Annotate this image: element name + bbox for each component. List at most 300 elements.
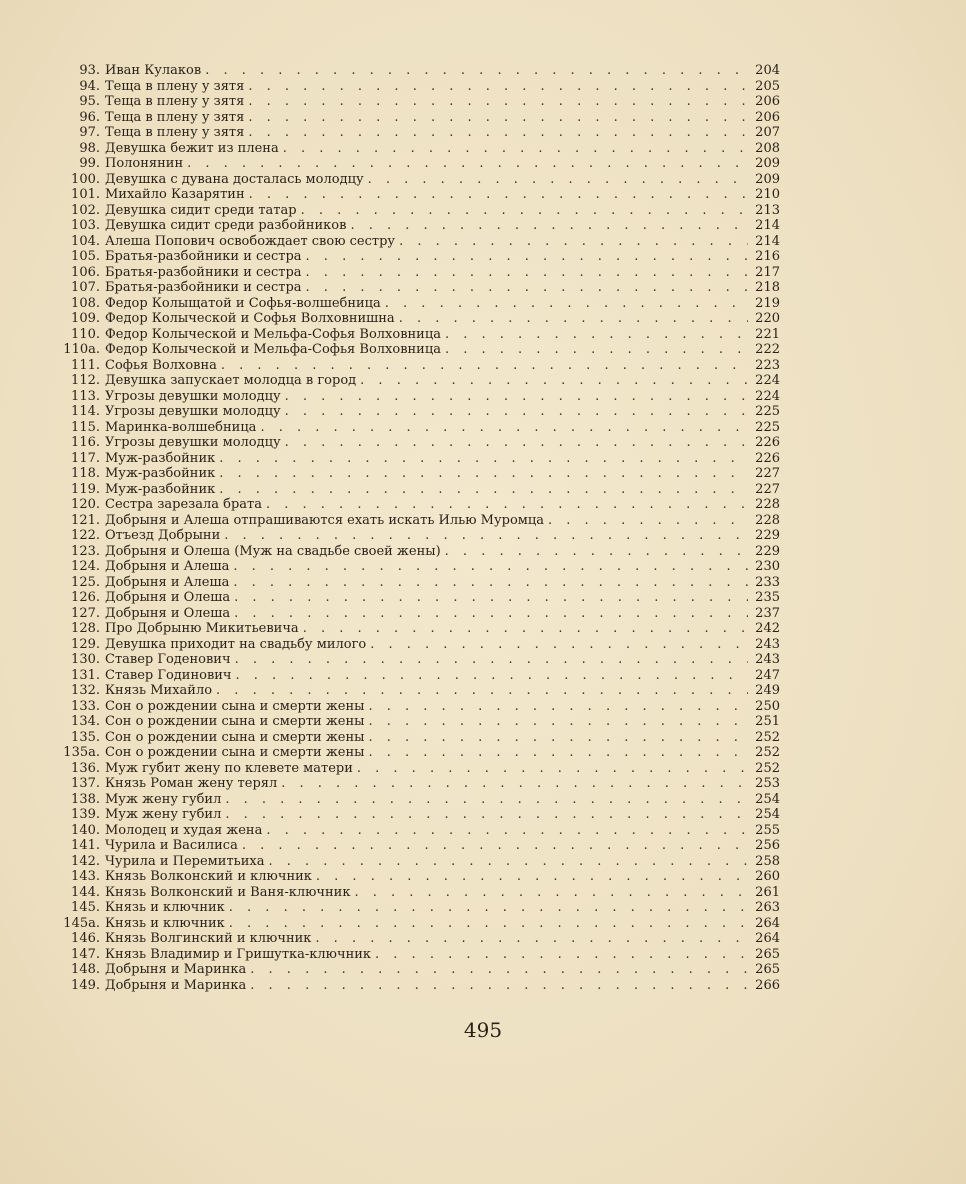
- entry-title: Алеша Попович освобождает свою сестру: [105, 233, 396, 249]
- entry-number: 105.: [71, 249, 100, 264]
- entry-title: Теща в плену у зятя: [105, 125, 245, 140]
- entry-number: 125.: [71, 574, 100, 590]
- entry-title: Иван Кулаков: [105, 63, 202, 78]
- entry-number: 147.: [71, 946, 100, 962]
- entry-number: 137.: [71, 776, 100, 791]
- toc-entry: [60, 931, 780, 947]
- entry-number: 142.: [71, 853, 100, 869]
- entry-number: 139.: [71, 807, 100, 822]
- entry-number: 132.: [71, 683, 100, 698]
- dot-leader: [303, 621, 748, 637]
- entry-page-number: 204: [755, 63, 780, 78]
- entry-page-number: 206: [755, 109, 780, 125]
- entry-page-number: 223: [755, 357, 780, 373]
- toc-entry: [60, 761, 780, 777]
- dot-leader: [233, 575, 748, 591]
- toc-entry: [60, 79, 780, 95]
- table-of-contents: [60, 63, 780, 993]
- toc-entry: [60, 869, 780, 885]
- toc-entry: [60, 373, 780, 389]
- entry-title: Полонянин: [105, 156, 184, 171]
- entry-title: Князь Владимир и Гришутка-ключник: [105, 946, 372, 962]
- entry-page-number: 228: [755, 512, 780, 528]
- entry-page-number: 252: [755, 760, 780, 776]
- dot-leader: [242, 838, 748, 854]
- entry-title: Князь и ключник: [105, 915, 225, 931]
- dot-leader: [229, 916, 748, 932]
- entry-page-number: 252: [755, 729, 780, 745]
- entry-title: Ставер Годинович: [105, 667, 232, 683]
- entry-title: Добрыня и Алеша: [105, 559, 230, 574]
- entry-page-number: 243: [755, 652, 780, 667]
- toc-entry: [60, 838, 780, 854]
- entry-number: 145а.: [63, 915, 100, 931]
- entry-number: 129.: [71, 636, 100, 652]
- dot-leader: [281, 776, 748, 792]
- entry-title: Угрозы девушки молодцу: [105, 404, 281, 419]
- toc-entry: [60, 823, 780, 839]
- entry-title: Теща в плену у зятя: [105, 94, 245, 109]
- entry-page-number: 220: [755, 311, 780, 326]
- entry-page-number: 235: [755, 590, 780, 605]
- dot-leader: [225, 792, 748, 808]
- page-number: 495: [463, 1018, 503, 1042]
- entry-page-number: 225: [755, 419, 780, 435]
- entry-title: Чурила и Перемитьиха: [105, 853, 265, 869]
- entry-page-number: 252: [755, 745, 780, 760]
- entry-number: 146.: [71, 931, 100, 946]
- entry-title: Добрыня и Олеша (Муж на свадьбе своей жены): [105, 543, 441, 559]
- entry-page-number: 206: [755, 94, 780, 109]
- entry-number: 145.: [71, 900, 100, 915]
- entry-page-number: 249: [755, 683, 780, 698]
- entry-page-number: 214: [755, 218, 780, 233]
- toc-entry: [60, 327, 780, 343]
- entry-title: Добрыня и Маринка: [105, 962, 247, 977]
- dot-leader: [306, 265, 748, 281]
- entry-title: Братья-разбойники и сестра: [105, 264, 302, 280]
- toc-entry: [60, 358, 780, 374]
- toc-entry: [60, 637, 780, 653]
- entry-title: Муж-разбойник: [105, 450, 216, 466]
- entry-number: 143.: [71, 869, 100, 884]
- entry-title: Молодец и худая жена: [105, 822, 263, 838]
- toc-entry: [60, 668, 780, 684]
- dot-leader: [350, 218, 748, 234]
- entry-number: 97.: [79, 125, 100, 140]
- toc-entry: [60, 528, 780, 544]
- entry-number: 114.: [71, 404, 100, 419]
- entry-title: Отъезд Добрыни: [105, 528, 221, 543]
- entry-title: Муж жену губил: [105, 807, 222, 822]
- entry-number: 96.: [79, 109, 100, 125]
- dot-leader: [369, 745, 749, 761]
- entry-title: Ставер Годенович: [105, 652, 231, 667]
- dot-leader: [445, 544, 748, 560]
- toc-entry: [60, 947, 780, 963]
- entry-number: 130.: [71, 652, 100, 667]
- dot-leader: [316, 869, 748, 885]
- toc-entry: [60, 451, 780, 467]
- entry-title: Муж губит жену по клевете матери: [105, 760, 353, 776]
- toc-entry: [60, 683, 780, 699]
- entry-number: 107.: [71, 280, 100, 295]
- entry-page-number: 253: [755, 776, 780, 791]
- entry-title: Федор Колыщатой и Софья-волшебница: [105, 295, 381, 311]
- entry-number: 120.: [71, 497, 100, 512]
- entry-title: Князь и ключник: [105, 900, 225, 915]
- entry-page-number: 258: [755, 853, 780, 869]
- dot-leader: [285, 389, 748, 405]
- dot-leader: [370, 637, 748, 653]
- entry-number: 135а.: [63, 745, 100, 760]
- toc-entry: [60, 389, 780, 405]
- dot-leader: [229, 900, 748, 916]
- entry-title: Девушка бежит из плена: [105, 140, 279, 156]
- entry-number: 131.: [71, 667, 100, 683]
- dot-leader: [354, 885, 748, 901]
- dot-leader: [249, 187, 748, 203]
- entry-title: Князь Роман жену терял: [105, 776, 278, 791]
- entry-number: 95.: [79, 94, 100, 109]
- dot-leader: [369, 714, 749, 730]
- entry-title: Добрыня и Олеша: [105, 605, 231, 621]
- dot-leader: [233, 559, 748, 575]
- entry-page-number: 224: [755, 388, 780, 404]
- entry-number: 115.: [71, 419, 100, 435]
- entry-page-number: 263: [755, 900, 780, 915]
- toc-entry: [60, 249, 780, 265]
- entry-number: 103.: [71, 218, 100, 233]
- toc-entry: [60, 265, 780, 281]
- entry-title: Угрозы девушки молодцу: [105, 388, 281, 404]
- toc-entry: [60, 559, 780, 575]
- entry-number: 93.: [79, 63, 100, 78]
- entry-page-number: 261: [755, 884, 780, 900]
- toc-entry: [60, 854, 780, 870]
- entry-page-number: 226: [755, 435, 780, 450]
- dot-leader: [283, 141, 748, 157]
- entry-number: 99.: [79, 156, 100, 171]
- dot-leader: [357, 761, 748, 777]
- entry-title: Угрозы девушки молодцу: [105, 435, 281, 450]
- dot-leader: [250, 978, 748, 994]
- toc-entry: [60, 435, 780, 451]
- dot-leader: [306, 280, 748, 296]
- entry-page-number: 256: [755, 838, 780, 853]
- dot-leader: [315, 931, 748, 947]
- dot-leader: [399, 311, 748, 327]
- entry-title: Сон о рождении сына и смерти жены: [105, 698, 365, 714]
- entry-title: Муж жену губил: [105, 791, 222, 807]
- toc-entry: [60, 885, 780, 901]
- entry-number: 148.: [71, 962, 100, 977]
- dot-leader: [399, 234, 748, 250]
- entry-number: 108.: [71, 295, 100, 311]
- entry-page-number: 233: [755, 574, 780, 590]
- entry-title: Маринка-волшебница: [105, 419, 257, 435]
- entry-number: 149.: [71, 977, 100, 993]
- entry-page-number: 226: [755, 450, 780, 466]
- entry-page-number: 227: [755, 466, 780, 481]
- entry-title: Михайло Казарятин: [105, 187, 245, 202]
- entry-title: Князь Волконский и Ваня-ключник: [105, 884, 351, 900]
- entry-page-number: 230: [755, 559, 780, 574]
- dot-leader: [235, 652, 748, 668]
- entry-number: 116.: [71, 435, 100, 450]
- toc-entry: [60, 714, 780, 730]
- dot-leader: [385, 296, 748, 312]
- toc-entry: [60, 466, 780, 482]
- entry-title: Сестра зарезала брата: [105, 497, 262, 512]
- entry-title: Князь Волконский и ключник: [105, 869, 312, 884]
- dot-leader: [445, 342, 748, 358]
- entry-page-number: 247: [755, 667, 780, 683]
- entry-title: Князь Михайло: [105, 683, 213, 698]
- toc-entry: [60, 575, 780, 591]
- entry-title: Девушка запускает молодца в город: [105, 373, 357, 388]
- dot-leader: [301, 203, 748, 219]
- entry-number: 127.: [71, 605, 100, 621]
- dot-leader: [266, 497, 748, 513]
- entry-number: 104.: [71, 233, 100, 249]
- entry-page-number: 254: [755, 791, 780, 807]
- dot-leader: [234, 606, 748, 622]
- entry-number: 112.: [71, 373, 100, 388]
- entry-title: Федор Колыческой и Мельфа-Софья Волховница: [105, 326, 441, 342]
- entry-number: 138.: [71, 791, 100, 807]
- entry-title: Братья-разбойники и сестра: [105, 280, 302, 295]
- toc-entry: [60, 296, 780, 312]
- dot-leader: [225, 807, 748, 823]
- toc-entry: [60, 730, 780, 746]
- dot-leader: [375, 947, 748, 963]
- entry-page-number: 264: [755, 931, 780, 946]
- dot-leader: [248, 125, 748, 141]
- entry-title: Про Добрыню Микитьевича: [105, 621, 299, 636]
- entry-number: 128.: [71, 621, 100, 636]
- entry-number: 126.: [71, 590, 100, 605]
- dot-leader: [219, 451, 748, 467]
- entry-page-number: 264: [755, 915, 780, 931]
- entry-title: Муж-разбойник: [105, 481, 216, 497]
- entry-page-number: 219: [755, 295, 780, 311]
- entry-page-number: 209: [755, 171, 780, 187]
- entry-page-number: 254: [755, 807, 780, 822]
- toc-entry: [60, 311, 780, 327]
- entry-title: Теща в плену у зятя: [105, 109, 245, 125]
- toc-entry: [60, 497, 780, 513]
- toc-entry: [60, 590, 780, 606]
- entry-page-number: 207: [755, 125, 780, 140]
- dot-leader: [250, 962, 748, 978]
- dot-leader: [216, 683, 748, 699]
- toc-entry: [60, 652, 780, 668]
- entry-page-number: 266: [755, 977, 780, 993]
- toc-entry: [60, 621, 780, 637]
- entry-title: Девушка приходит на свадьбу милого: [105, 636, 367, 652]
- entry-page-number: 255: [755, 822, 780, 838]
- entry-number: 135.: [71, 729, 100, 745]
- dot-leader: [260, 420, 748, 436]
- entry-number: 134.: [71, 714, 100, 729]
- dot-leader: [248, 79, 748, 95]
- dot-leader: [369, 699, 749, 715]
- entry-number: 119.: [71, 481, 100, 497]
- toc-entry: [60, 280, 780, 296]
- dot-leader: [268, 854, 748, 870]
- entry-page-number: 216: [755, 249, 780, 264]
- dot-leader: [266, 823, 748, 839]
- dot-leader: [445, 327, 748, 343]
- entry-page-number: 265: [755, 946, 780, 962]
- toc-entry: [60, 776, 780, 792]
- toc-entry: [60, 156, 780, 172]
- dot-leader: [548, 513, 748, 529]
- dot-leader: [368, 172, 748, 188]
- dot-leader: [369, 730, 749, 746]
- entry-number: 144.: [71, 884, 100, 900]
- entry-page-number: 229: [755, 543, 780, 559]
- toc-entry: [60, 218, 780, 234]
- entry-number: 111.: [71, 357, 100, 373]
- entry-title: Братья-разбойники и сестра: [105, 249, 302, 264]
- dot-leader: [306, 249, 748, 265]
- entry-page-number: 209: [755, 156, 780, 171]
- toc-entry: [60, 978, 780, 994]
- entry-page-number: 217: [755, 264, 780, 280]
- entry-number: 106.: [71, 264, 100, 280]
- dot-leader: [285, 404, 748, 420]
- entry-title: Федор Колыческой и Софья Волховнишна: [105, 311, 395, 326]
- entry-page-number: 243: [755, 636, 780, 652]
- entry-page-number: 213: [755, 202, 780, 218]
- toc-entry: [60, 420, 780, 436]
- toc-entry: [60, 916, 780, 932]
- entry-title: Девушка сидит среди татар: [105, 202, 297, 218]
- dot-leader: [248, 110, 748, 126]
- dot-leader: [205, 63, 748, 79]
- toc-entry: [60, 900, 780, 916]
- entry-page-number: 214: [755, 233, 780, 249]
- entry-page-number: 210: [755, 187, 780, 202]
- toc-entry: [60, 792, 780, 808]
- entry-number: 136.: [71, 760, 100, 776]
- entry-number: 122.: [71, 528, 100, 543]
- entry-title: Муж-разбойник: [105, 466, 216, 481]
- entry-title: Сон о рождении сына и смерти жены: [105, 714, 365, 729]
- entry-title: Девушка сидит среди разбойников: [105, 218, 347, 233]
- entry-number: 100.: [71, 171, 100, 187]
- dot-leader: [234, 590, 748, 606]
- toc-entry: [60, 342, 780, 358]
- entry-page-number: 218: [755, 280, 780, 295]
- entry-number: 121.: [71, 512, 100, 528]
- entry-title: Федор Колыческой и Мельфа-Софья Волховница: [105, 342, 441, 357]
- entry-page-number: 251: [755, 714, 780, 729]
- entry-title: Добрыня и Маринка: [105, 977, 247, 993]
- toc-entry: [60, 125, 780, 141]
- entry-number: 133.: [71, 698, 100, 714]
- dot-leader: [236, 668, 748, 684]
- toc-entry: [60, 172, 780, 188]
- entry-number: 140.: [71, 822, 100, 838]
- dot-leader: [187, 156, 748, 172]
- toc-entry: [60, 203, 780, 219]
- entry-number: 101.: [71, 187, 100, 202]
- entry-title: Чурила и Василиса: [105, 838, 238, 853]
- entry-number: 141.: [71, 838, 100, 853]
- entry-page-number: 229: [755, 528, 780, 543]
- entry-number: 110а.: [63, 342, 100, 357]
- entry-page-number: 237: [755, 605, 780, 621]
- entry-page-number: 224: [755, 373, 780, 388]
- entry-page-number: 250: [755, 698, 780, 714]
- dot-leader: [221, 358, 748, 374]
- dot-leader: [219, 482, 748, 498]
- entry-title: Девушка с дувана досталась молодцу: [105, 171, 364, 187]
- entry-page-number: 227: [755, 481, 780, 497]
- entry-title: Сон о рождении сына и смерти жены: [105, 745, 365, 760]
- toc-entry: [60, 699, 780, 715]
- entry-page-number: 222: [755, 342, 780, 357]
- dot-leader: [360, 373, 748, 389]
- entry-title: Софья Волховна: [105, 357, 217, 373]
- entry-number: 117.: [71, 450, 100, 466]
- toc-entry: [60, 513, 780, 529]
- toc-entry: [60, 544, 780, 560]
- entry-number: 118.: [71, 466, 100, 481]
- entry-page-number: 228: [755, 497, 780, 512]
- dot-leader: [219, 466, 748, 482]
- entry-number: 102.: [71, 202, 100, 218]
- toc-entry: [60, 234, 780, 250]
- toc-entry: [60, 94, 780, 110]
- entry-title: Добрыня и Олеша: [105, 590, 231, 605]
- entry-number: 94.: [79, 78, 100, 94]
- entry-number: 110.: [71, 326, 100, 342]
- entry-number: 124.: [71, 559, 100, 574]
- toc-entry: [60, 63, 780, 79]
- dot-leader: [248, 94, 748, 110]
- dot-leader: [285, 435, 748, 451]
- entry-number: 109.: [71, 311, 100, 326]
- toc-entry: [60, 807, 780, 823]
- entry-page-number: 242: [755, 621, 780, 636]
- entry-number: 113.: [71, 388, 100, 404]
- entry-page-number: 225: [755, 404, 780, 419]
- entry-title: Добрыня и Алеша отпрашиваются ехать искать Илью Муромца: [105, 512, 545, 528]
- entry-page-number: 221: [755, 326, 780, 342]
- toc-entry: [60, 404, 780, 420]
- toc-entry: [60, 962, 780, 978]
- toc-entry: [60, 187, 780, 203]
- toc-entry: [60, 141, 780, 157]
- toc-entry: [60, 606, 780, 622]
- entry-title: Теща в плену у зятя: [105, 78, 245, 94]
- entry-title: Добрыня и Алеша: [105, 574, 230, 590]
- entry-page-number: 265: [755, 962, 780, 977]
- entry-page-number: 208: [755, 140, 780, 156]
- entry-page-number: 260: [755, 869, 780, 884]
- entry-page-number: 205: [755, 78, 780, 94]
- entry-number: 98.: [79, 140, 100, 156]
- toc-entry: [60, 745, 780, 761]
- entry-number: 123.: [71, 543, 100, 559]
- toc-entry: [60, 482, 780, 498]
- dot-leader: [224, 528, 748, 544]
- toc-entry: [60, 110, 780, 126]
